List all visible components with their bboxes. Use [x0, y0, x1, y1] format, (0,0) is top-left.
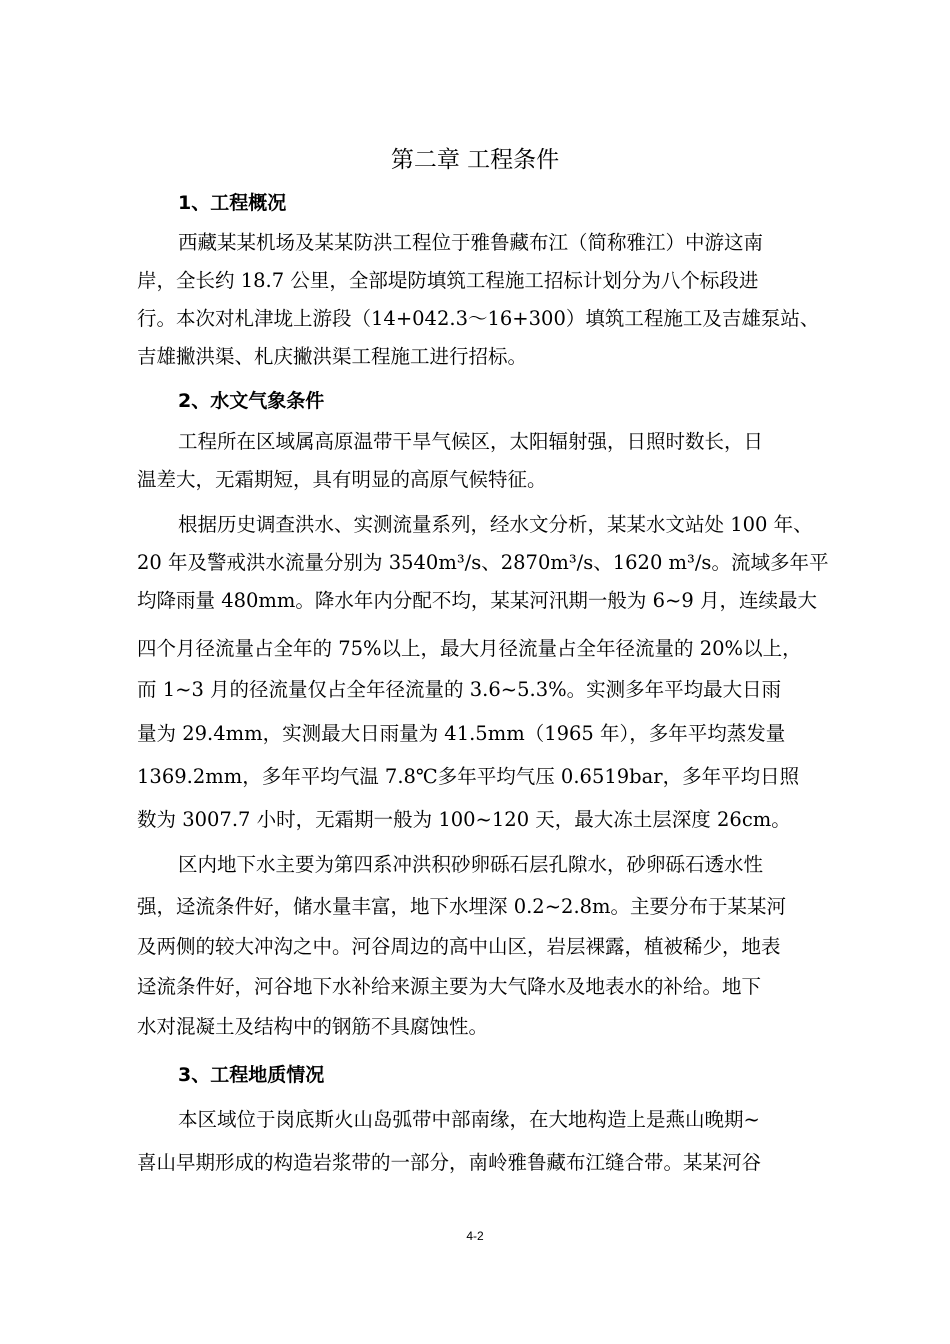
- paragraph-line: 量为 29.4mm，实测最大日雨量为 41.5mm（1965 年），多年平均蒸发量: [137, 722, 786, 745]
- paragraph-line: 温差大，无霜期短，具有明显的高原气候特征。: [137, 468, 547, 491]
- chapter-title: 第二章 工程条件: [390, 147, 560, 173]
- section-heading-hydrology: 2、水文气象条件: [178, 390, 325, 412]
- paragraph-line: 岸，全长约 18.7 公里，全部堤防填筑工程施工招标计划分为八个标段进: [137, 269, 759, 292]
- page-number: 4-2: [466, 1229, 484, 1243]
- paragraph-line: 数为 3007.7 小时，无霜期一般为 100~120 天，最大冻土层深度 26cm。: [137, 808, 791, 831]
- paragraph-line: 四个月径流量占全年的 75%以上，最大月径流量占全年径流量的 20%以上，: [137, 637, 802, 660]
- paragraph-line: 水对混凝土及结构中的钢筋不具腐蚀性。: [137, 1015, 489, 1038]
- paragraph-line: 喜山早期形成的构造岩浆带的一部分，南岭雅鲁藏布江缝合带。某某河谷: [137, 1151, 762, 1174]
- paragraph-line: 本区域位于岗底斯火山岛弧带中部南缘，在大地构造上是燕山晚期~: [178, 1108, 760, 1131]
- paragraph-line: 工程所在区域属高原温带干旱气候区，太阳辐射强，日照时数长，日: [178, 430, 764, 453]
- paragraph-line: 强，迳流条件好，储水量丰富，地下水埋深 0.2~2.8m。主要分布于某某河: [137, 895, 787, 918]
- paragraph-line: 迳流条件好，河谷地下水补给来源主要为大气降水及地表水的补给。地下: [137, 975, 762, 998]
- section-heading-geology: 3、工程地质情况: [178, 1064, 325, 1086]
- paragraph-line: 1369.2mm，多年平均气温 7.8℃多年平均气压 0.6519bar，多年平均日照: [137, 765, 800, 788]
- paragraph-line: 20 年及警戒洪水流量分别为 3540m³/s、2870m³/s、1620 m³/s。流域多年平: [137, 551, 829, 574]
- paragraph-line: 西藏某某机场及某某防洪工程位于雅鲁藏布江（简称雅江）中游这南: [178, 231, 764, 254]
- paragraph-line: 而 1~3 月的径流量仅占全年径流量的 3.6~5.3%。实测多年平均最大日雨: [137, 678, 782, 701]
- paragraph-line: 行。本次对札津垅上游段（14+042.3～16+300）填筑工程施工及吉雄泵站、: [137, 307, 820, 330]
- paragraph-line: 区内地下水主要为第四系冲洪积砂卵砾石层孔隙水，砂卵砾石透水性: [178, 853, 764, 876]
- paragraph-line: 吉雄撇洪渠、札庆撇洪渠工程施工进行招标。: [137, 345, 528, 368]
- paragraph-line: 及两侧的较大冲沟之中。河谷周边的高中山区，岩层裸露，植被稀少，地表: [137, 935, 781, 958]
- section-heading-overview: 1、工程概况: [178, 192, 287, 214]
- paragraph-line: 根据历史调查洪水、实测流量系列，经水文分析，某某水文站处 100 年、: [178, 513, 813, 536]
- paragraph-line: 均降雨量 480mm。降水年内分配不均，某某河汛期一般为 6~9 月，连续最大: [137, 589, 817, 612]
